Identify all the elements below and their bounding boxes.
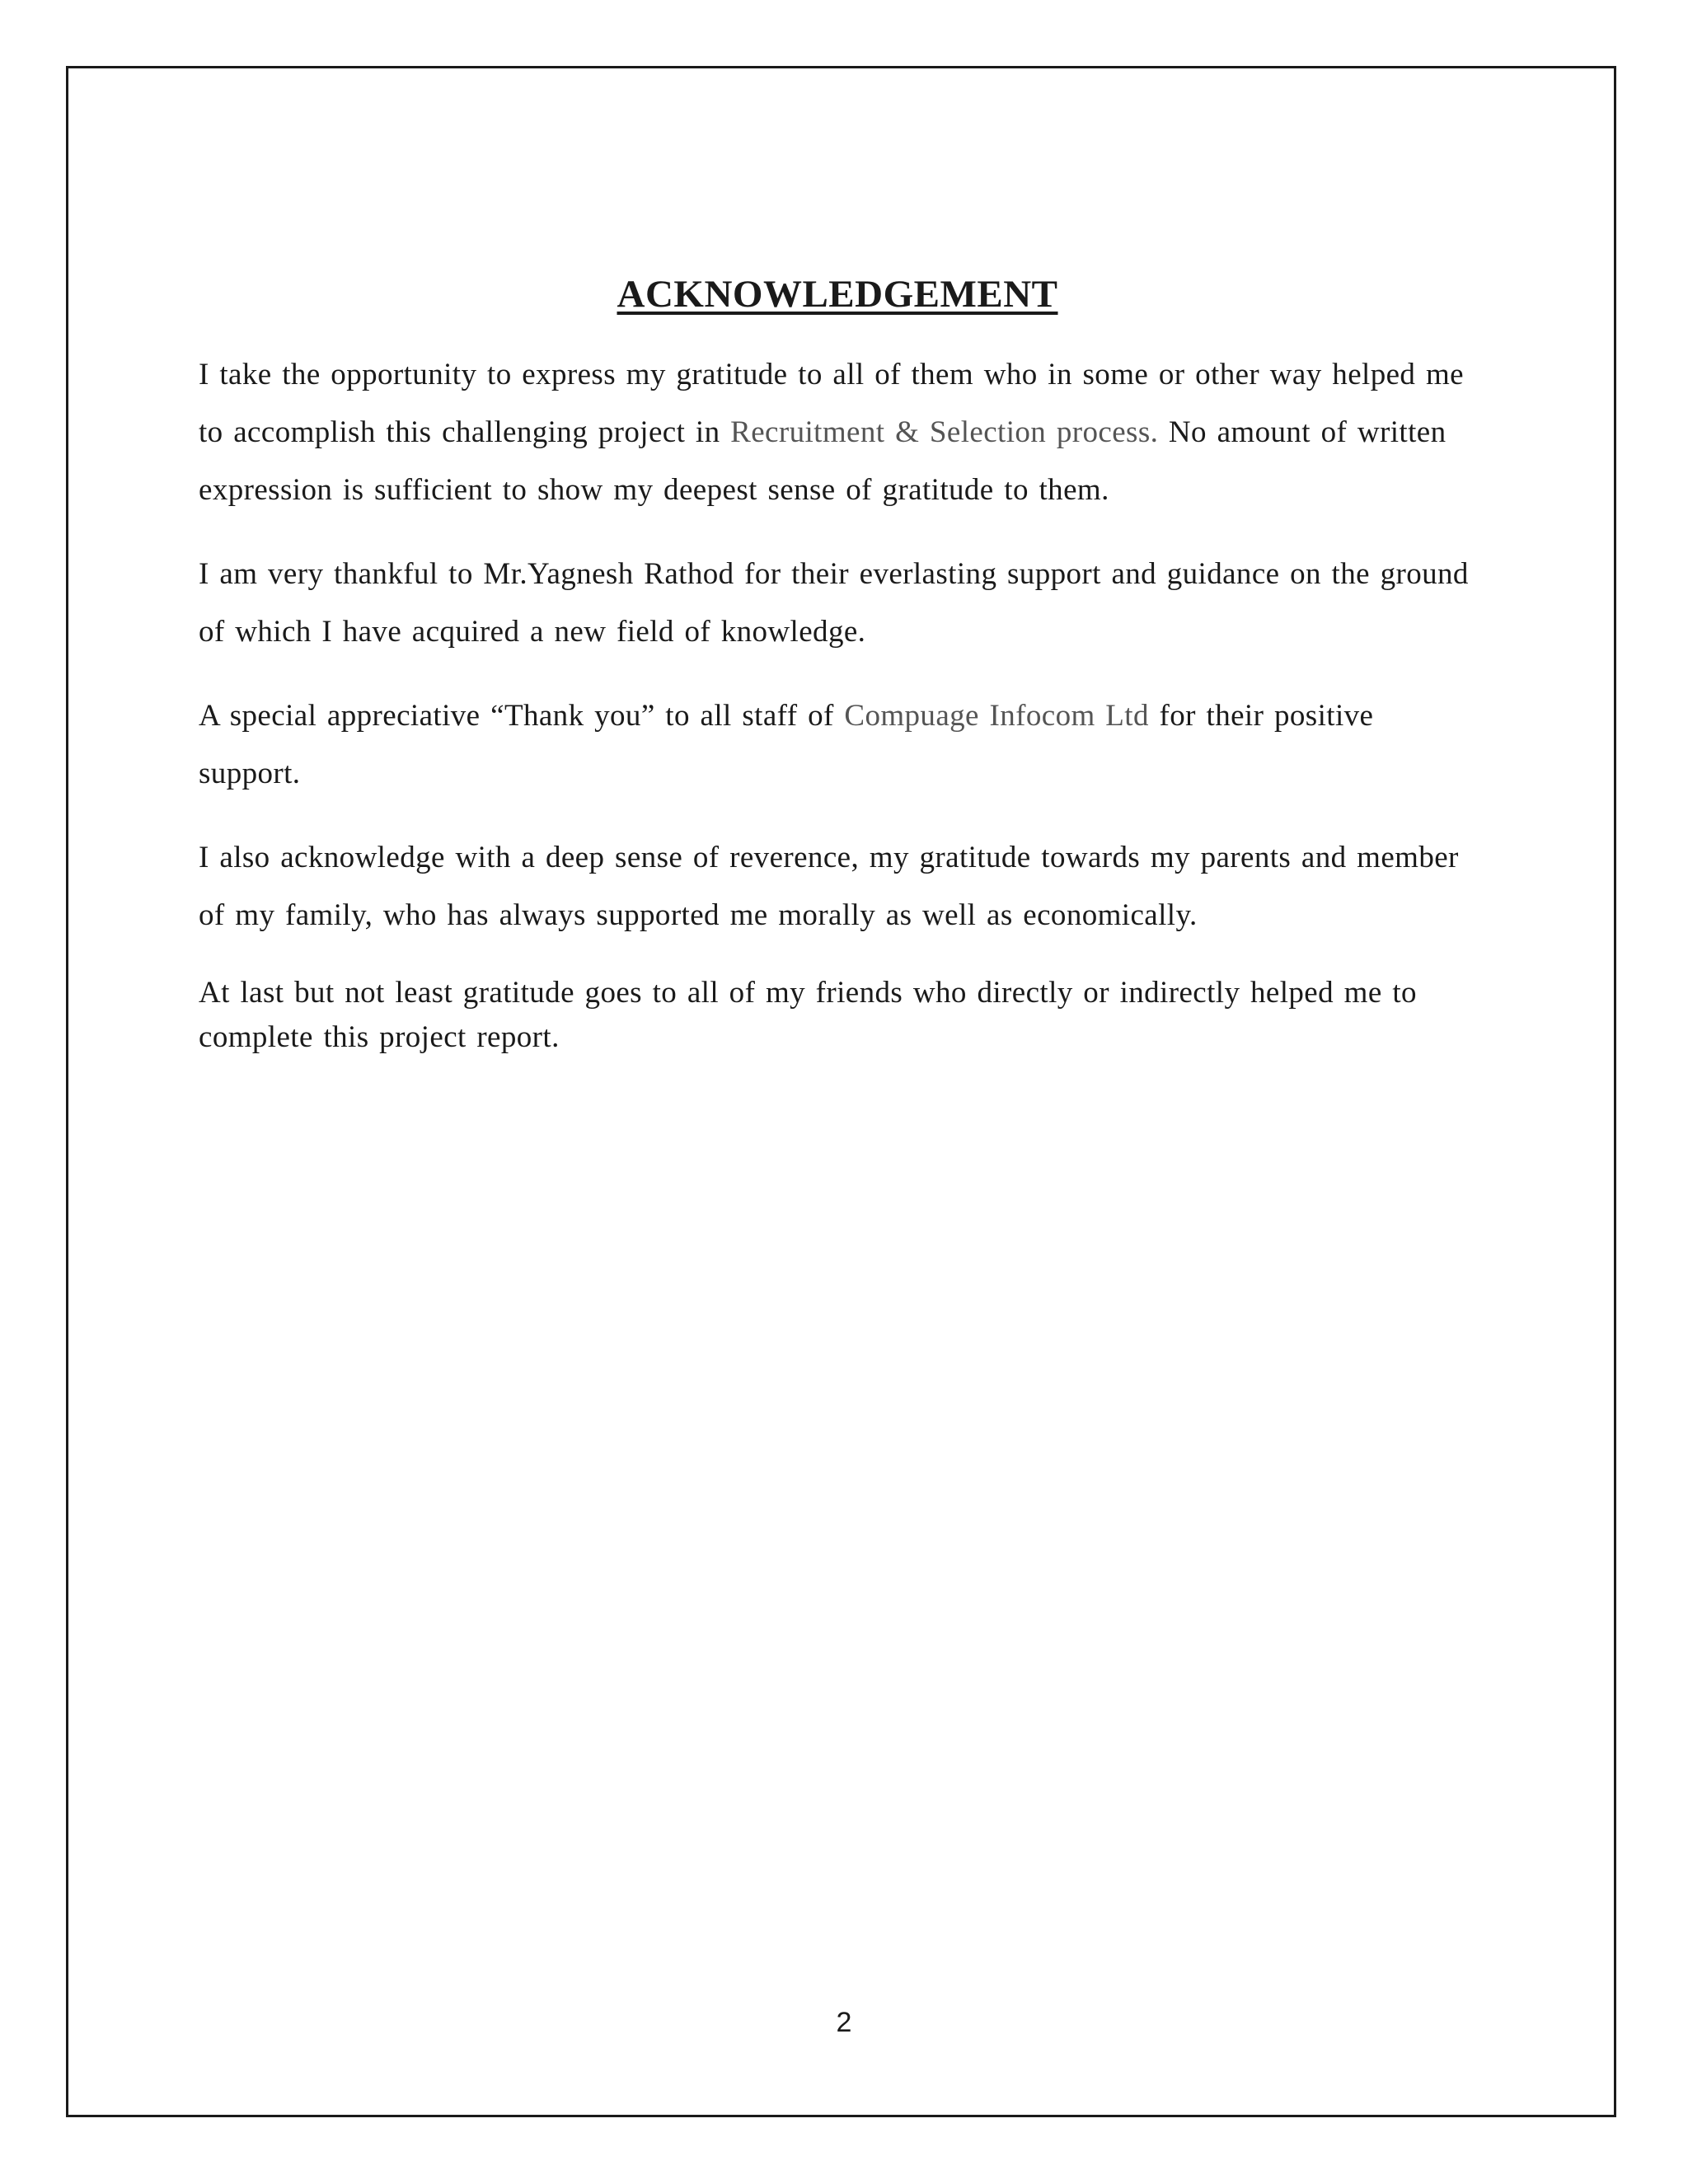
paragraph-text: I take the opportunity to express my gratitude to all of them who in some or other way helped me to accomplish this challenging project in (199, 358, 1464, 449)
page-title: ACKNOWLEDGEMENT (617, 273, 1058, 316)
paragraph-text: No amount of written expression is sufficient to show my deepest sense of gratitude to them. (199, 415, 1447, 507)
paragraph-text: A special appreciative “Thank you” to all staff of (199, 699, 845, 733)
document-body (199, 272, 1476, 1086)
project-title-highlight: Recruitment & Selection process. (730, 415, 1159, 449)
paragraph-text: for their positive support. (199, 699, 1374, 790)
paragraph-gratitude (199, 346, 1476, 519)
paragraph-family-thanks: I also acknowledge with a deep sense of reverence, my gratitude towards my parents and member of my family, who has always supported me morally as well as economically. (199, 841, 1459, 932)
company-name-highlight: Compuage Infocom Ltd (844, 699, 1149, 733)
paragraph-guide-thanks: I am very thankful to Mr.Yagnesh Rathod for their everlasting support and guidance on the ground of which I have acquired a new field of knowledge. (199, 557, 1469, 649)
paragraph-staff-thanks (199, 687, 1476, 803)
page-number: 2 (836, 2007, 852, 2038)
paragraph-friends-thanks: At last but not least gratitude goes to all of my friends who directly or indirectly helped me to complete this project report. (199, 976, 1417, 1054)
